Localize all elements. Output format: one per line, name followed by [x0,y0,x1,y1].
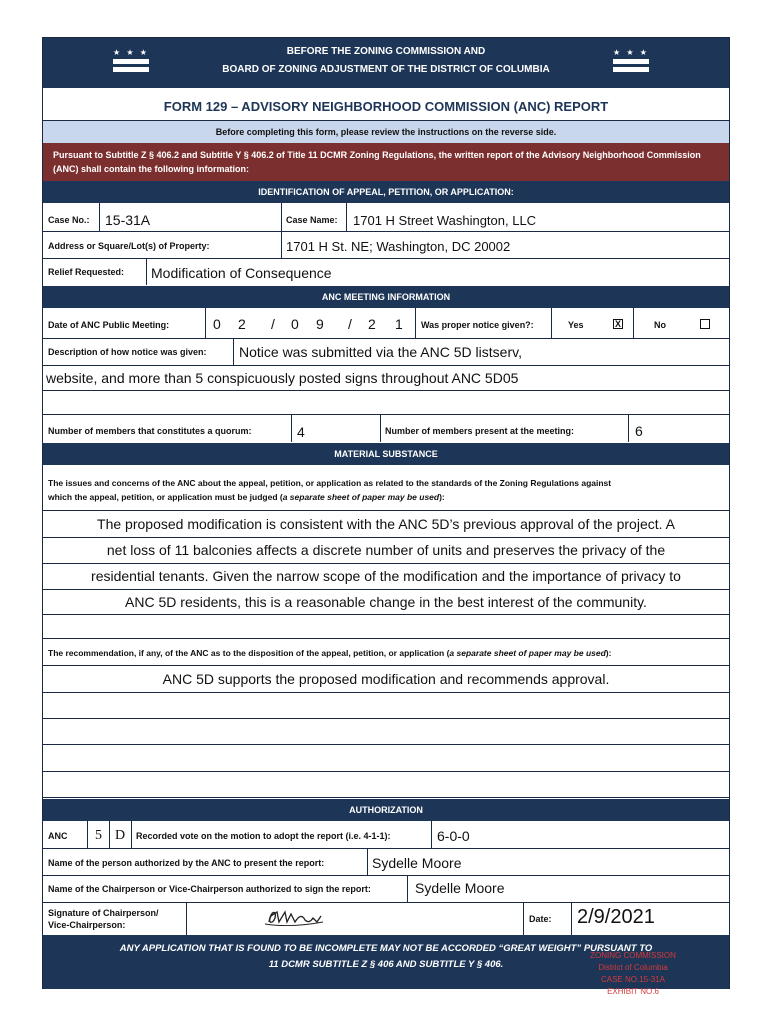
footer-line-1: ANY APPLICATION THAT IS FOUND TO BE INCOMPLETE MAY NOT BE ACCORDED “GREAT WEIGHT” PURSUANT TO [119,943,653,954]
signature-image[interactable] [261,904,331,930]
anc-report-form [42,37,730,989]
vote-label: Recorded vote on the motion to adopt the report (i.e. 4-1-1): [136,831,391,841]
notice-method-line-3[interactable] [43,391,729,414]
notice-method-line-1[interactable]: Notice was submitted via the ANC 5D listserv, [239,344,522,360]
form-title: FORM 129 – ADVISORY NEIGHBORHOOD COMMISSION (ANC) REPORT [163,99,609,114]
signature-date-label: Date: [529,914,552,924]
signature-label: Signature of Chairperson/ Vice-Chairperson: [48,908,159,930]
regulation-notice: Pursuant to Subtitle Z § 406.2 and Subtitle Y § 406.2 of Title 11 DCMR Zoning Regulations, the written report of the Advisory Neighborhood Commission (ANC) shall contain the following information: [43,143,729,181]
relief-label: Relief Requested: [48,267,125,277]
anc-label: ANC [48,831,68,841]
issues-label: The issues and concerns of the ANC about the appeal, petition, or application as related to the standards of the Zoning Regulations against which the appeal, petition, or application must be judged (a separate sheet of paper may be used): [48,478,612,502]
yes-checkbox[interactable]: X [614,319,621,329]
footer-line-2: 11 DCMR SUBTITLE Z § 406 AND SUBTITLE Y § 406. [268,959,504,970]
meeting-date-char-2: / [271,316,275,332]
notice-method-line-2[interactable]: website, and more than 5 conspicuously posted signs throughout ANC 5D05 [46,370,519,386]
meeting-date-char-7[interactable]: 1 [395,316,403,332]
anc-letter-field[interactable]: D [115,828,126,843]
dc-flag-left-icon: ★ ★ ★ [113,48,149,76]
chair-label: Name of the Chairperson or Vice-Chairperson authorized to sign the report: [48,884,371,894]
address-label: Address or Square/Lot(s) of Property: [48,241,210,251]
address-field[interactable]: 1701 H St. NE; Washington, DC 20002 [286,239,511,254]
case-name-field[interactable]: 1701 H Street Washington, LLC [353,213,537,228]
issues-line-3[interactable]: residential tenants. Given the narrow scope of the modification and the importance of privacy to [91,568,681,584]
recommendation-line-4[interactable] [43,745,729,770]
identification-heading: IDENTIFICATION OF APPEAL, PETITION, OR APPLICATION: [43,181,729,203]
meeting-date-char-3[interactable]: 0 [291,316,299,332]
header-banner [43,38,729,88]
material-heading: MATERIAL SUBSTANCE [43,443,729,465]
case-no-label: Case No.: [48,215,90,225]
meeting-heading: ANC MEETING INFORMATION [43,286,729,308]
meeting-date-char-0[interactable]: 0 [213,316,221,332]
recommendation-label: The recommendation, if any, of the ANC as to the disposition of the appeal, petition, or application (a separate sheet of paper may be used): [48,648,612,658]
meeting-date-char-4[interactable]: 9 [316,316,324,332]
issues-line-4[interactable]: ANC 5D residents, this is a reasonable change in the best interest of the community. [125,594,647,610]
vote-field[interactable]: 6-0-0 [437,828,470,844]
recommendation-line-1[interactable]: ANC 5D supports the proposed modification and recommends approval. [162,671,610,687]
notice-given-question: Was proper notice given?: [421,320,534,330]
signature-date-field[interactable]: 2/9/2021 [577,906,655,928]
issues-line-1[interactable]: The proposed modification is consistent with the ANC 5D’s previous approval of the project. A [97,516,675,532]
present-field[interactable]: 6 [635,423,643,439]
issues-line-2[interactable]: net loss of 11 balconies affects a discrete number of units and preserves the privacy of the [106,542,666,558]
recommendation-line-2[interactable] [43,693,729,718]
meeting-date-char-5: / [348,316,352,332]
header-line-2: BOARD OF ZONING ADJUSTMENT OF THE DISTRICT OF COLUMBIA [222,64,550,75]
quorum-label: Number of members that constitutes a quorum: [48,426,252,436]
quorum-field[interactable]: 4 [297,424,305,440]
relief-field[interactable]: Modification of Consequence [151,265,332,281]
authorization-heading: AUTHORIZATION [43,799,729,821]
issues-line-5[interactable] [43,615,729,638]
header-line-1: BEFORE THE ZONING COMMISSION AND [286,46,486,57]
chair-field[interactable]: Sydelle Moore [415,880,505,896]
case-no-field[interactable]: 15-31A [105,212,151,228]
recommendation-line-3[interactable] [43,719,729,744]
recommendation-line-5[interactable] [43,772,729,797]
yes-label: Yes [568,320,584,330]
meeting-date-char-1[interactable]: 2 [238,316,246,332]
no-checkbox[interactable] [700,319,710,329]
no-label: No [654,320,666,330]
exhibit-stamp: ZONING COMMISSION District of Columbia CASE NO.15-31A EXHIBIT NO.6 [590,951,676,996]
instructions-bar: Before completing this form, please review the instructions on the reverse side. [43,121,729,143]
meeting-date-label: Date of ANC Public Meeting: [48,320,170,330]
anc-number-field[interactable]: 5 [95,828,102,843]
dc-flag-right-icon: ★ ★ ★ [613,48,649,76]
case-name-label: Case Name: [286,215,338,225]
present-label: Number of members present at the meeting: [385,426,575,436]
presenter-label: Name of the person authorized by the ANC to present the report: [48,858,325,868]
notice-method-label: Description of how notice was given: [48,347,207,357]
meeting-date-char-6[interactable]: 2 [368,316,376,332]
presenter-field[interactable]: Sydelle Moore [372,855,462,871]
